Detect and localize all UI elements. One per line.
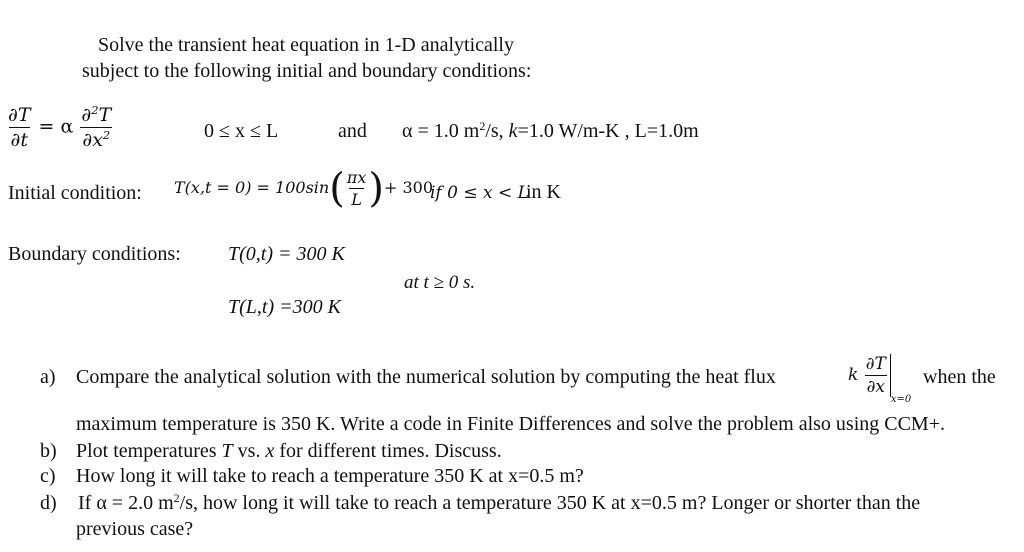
boundary-conditions-label: Boundary conditions: [8, 243, 181, 265]
initial-condition-label: Initial condition: [8, 182, 142, 204]
intro-line-1: Solve the transient heat equation in 1-D analytically [98, 34, 514, 56]
pi-x-over-L-fraction: $\frac{\pi x}{L}$ [346, 168, 367, 209]
question-a-marker: a) [40, 366, 56, 388]
question-d-text-2: previous case? [76, 518, 194, 540]
parameters: α = 1.0 $m^2/s$, k=1.0 W/m-K , L=1.0m [402, 118, 699, 142]
boundary-condition-left: T(0,t) = 300 K [228, 243, 345, 265]
and-word: and [338, 120, 367, 142]
heat-equation [6, 104, 113, 151]
intro-line-2: subject to the following initial and boundary conditions: [82, 60, 532, 82]
question-a-text-2: when the [923, 366, 996, 388]
question-b-marker: b) [40, 440, 57, 462]
d2T-dx2-fraction: $\frac{\partial^2T}{\partial x^2}$ [81, 103, 112, 151]
initial-condition-range: if 0 ≤ x < L [430, 183, 529, 203]
question-b-text: Plot temperatures T vs. x for different times. Discuss. [76, 440, 502, 462]
question-a-text-3: maximum temperature is 350 K. Write a code in Finite Differences and solve the problem also using CCM+. [76, 413, 945, 435]
dT-dt-fraction: $\frac{\partial T}{\partial t}$ [8, 104, 31, 151]
initial-condition-formula: T(x,t = 0) = 100sin( $\frac{\pi x}{L}$ )+ 300 [174, 165, 433, 212]
question-c-marker: c) [40, 465, 56, 487]
question-d-marker: d) [40, 492, 57, 514]
dT-dx-fraction: $\frac{\partial T}{\partial x}$ [865, 354, 886, 397]
boundary-condition-right: T(L,t) =300 K [228, 296, 341, 318]
spatial-domain: 0 ≤ x ≤ L [204, 120, 279, 142]
question-a-text-1: Compare the analytical solution with the numerical solution by computing the heat flux [76, 366, 776, 388]
initial-condition-unit: in K [526, 181, 561, 203]
equals-alpha: = α [38, 115, 74, 138]
heat-flux-expression: k $\frac{\partial T}{\partial x}$ $_{x=0}$ [848, 354, 912, 405]
question-c-text: How long it will take to reach a temperature 350 K at x=0.5 m? [76, 465, 584, 487]
question-d-text-1: If α = 2.0 $m^2/s$, how long it will take to reach a temperature 350 K at x=0.5 m? Longer or shorter than the [78, 490, 921, 514]
boundary-time-range: at t ≥ 0 s. [404, 272, 476, 293]
